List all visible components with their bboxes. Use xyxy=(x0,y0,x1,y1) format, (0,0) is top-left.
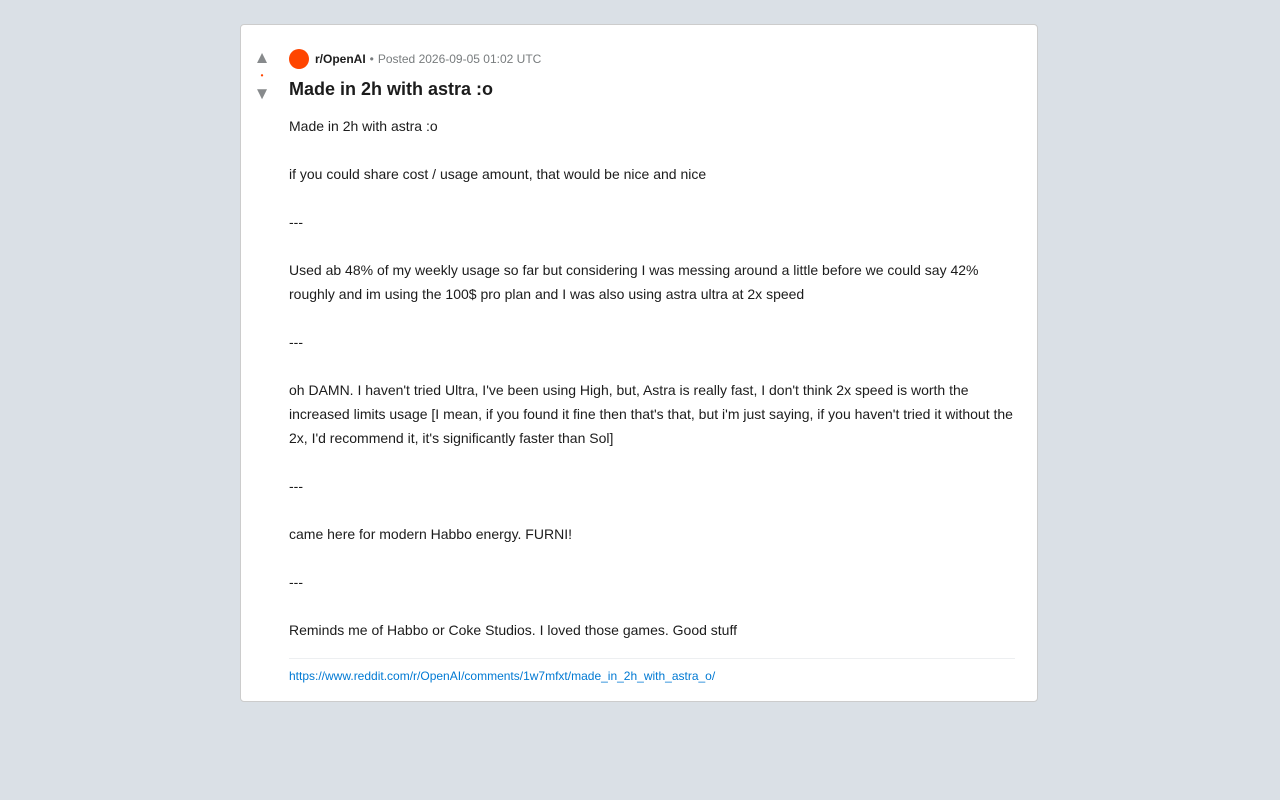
post-timestamp: Posted 2026-09-05 01:02 UTC xyxy=(377,52,542,66)
meta-separator: • xyxy=(369,52,374,66)
downvote-icon[interactable]: ▼ xyxy=(253,84,271,103)
vote-column xyxy=(251,49,273,103)
post-content xyxy=(289,49,1015,684)
subreddit-link[interactable]: r/OpenAI xyxy=(315,52,366,66)
post-paragraph: if you could share cost / usage amount, that would be nice and nice xyxy=(289,166,707,182)
post-paragraph: Reminds me of Habbo or Coke Studios. I loved those games. Good stuff xyxy=(289,622,737,638)
post-paragraph: oh DAMN. I haven't tried Ultra, I've been using High, but, Astra is really fast, I don't think 2x speed is worth the increased limits usage [I mean, if you found it fine then that's that, but i'm just saying, if you haven't tried it without the 2x, I'd recommend it, it's significantly faster than Sol] xyxy=(289,382,1013,446)
subreddit-icon[interactable] xyxy=(289,49,309,69)
post-paragraph: --- xyxy=(289,214,303,230)
post-paragraph: Made in 2h with astra :o xyxy=(289,118,438,134)
post-meta xyxy=(289,49,1015,69)
post-body xyxy=(289,114,1015,642)
post-paragraph: --- xyxy=(289,574,303,590)
post-paragraph: Used ab 48% of my weekly usage so far but considering I was messing around a little before we could say 42% roughly and im using the 100$ pro plan and I was also using astra ultra at 2x speed xyxy=(289,262,979,302)
post-paragraph: came here for modern Habbo energy. FURNI! xyxy=(289,526,572,542)
post-paragraph: --- xyxy=(289,334,303,350)
permalink[interactable]: https://www.reddit.com/r/OpenAI/comments/1w7mfxt/made_in_2h_with_astra_o/ xyxy=(289,669,716,683)
post-footer xyxy=(289,658,1015,684)
post-title[interactable]: Made in 2h with astra :o xyxy=(289,79,494,99)
post-paragraph: --- xyxy=(289,478,303,494)
vote-score: • xyxy=(260,71,264,80)
post-card xyxy=(240,24,1038,702)
upvote-icon[interactable]: ▲ xyxy=(253,48,271,67)
